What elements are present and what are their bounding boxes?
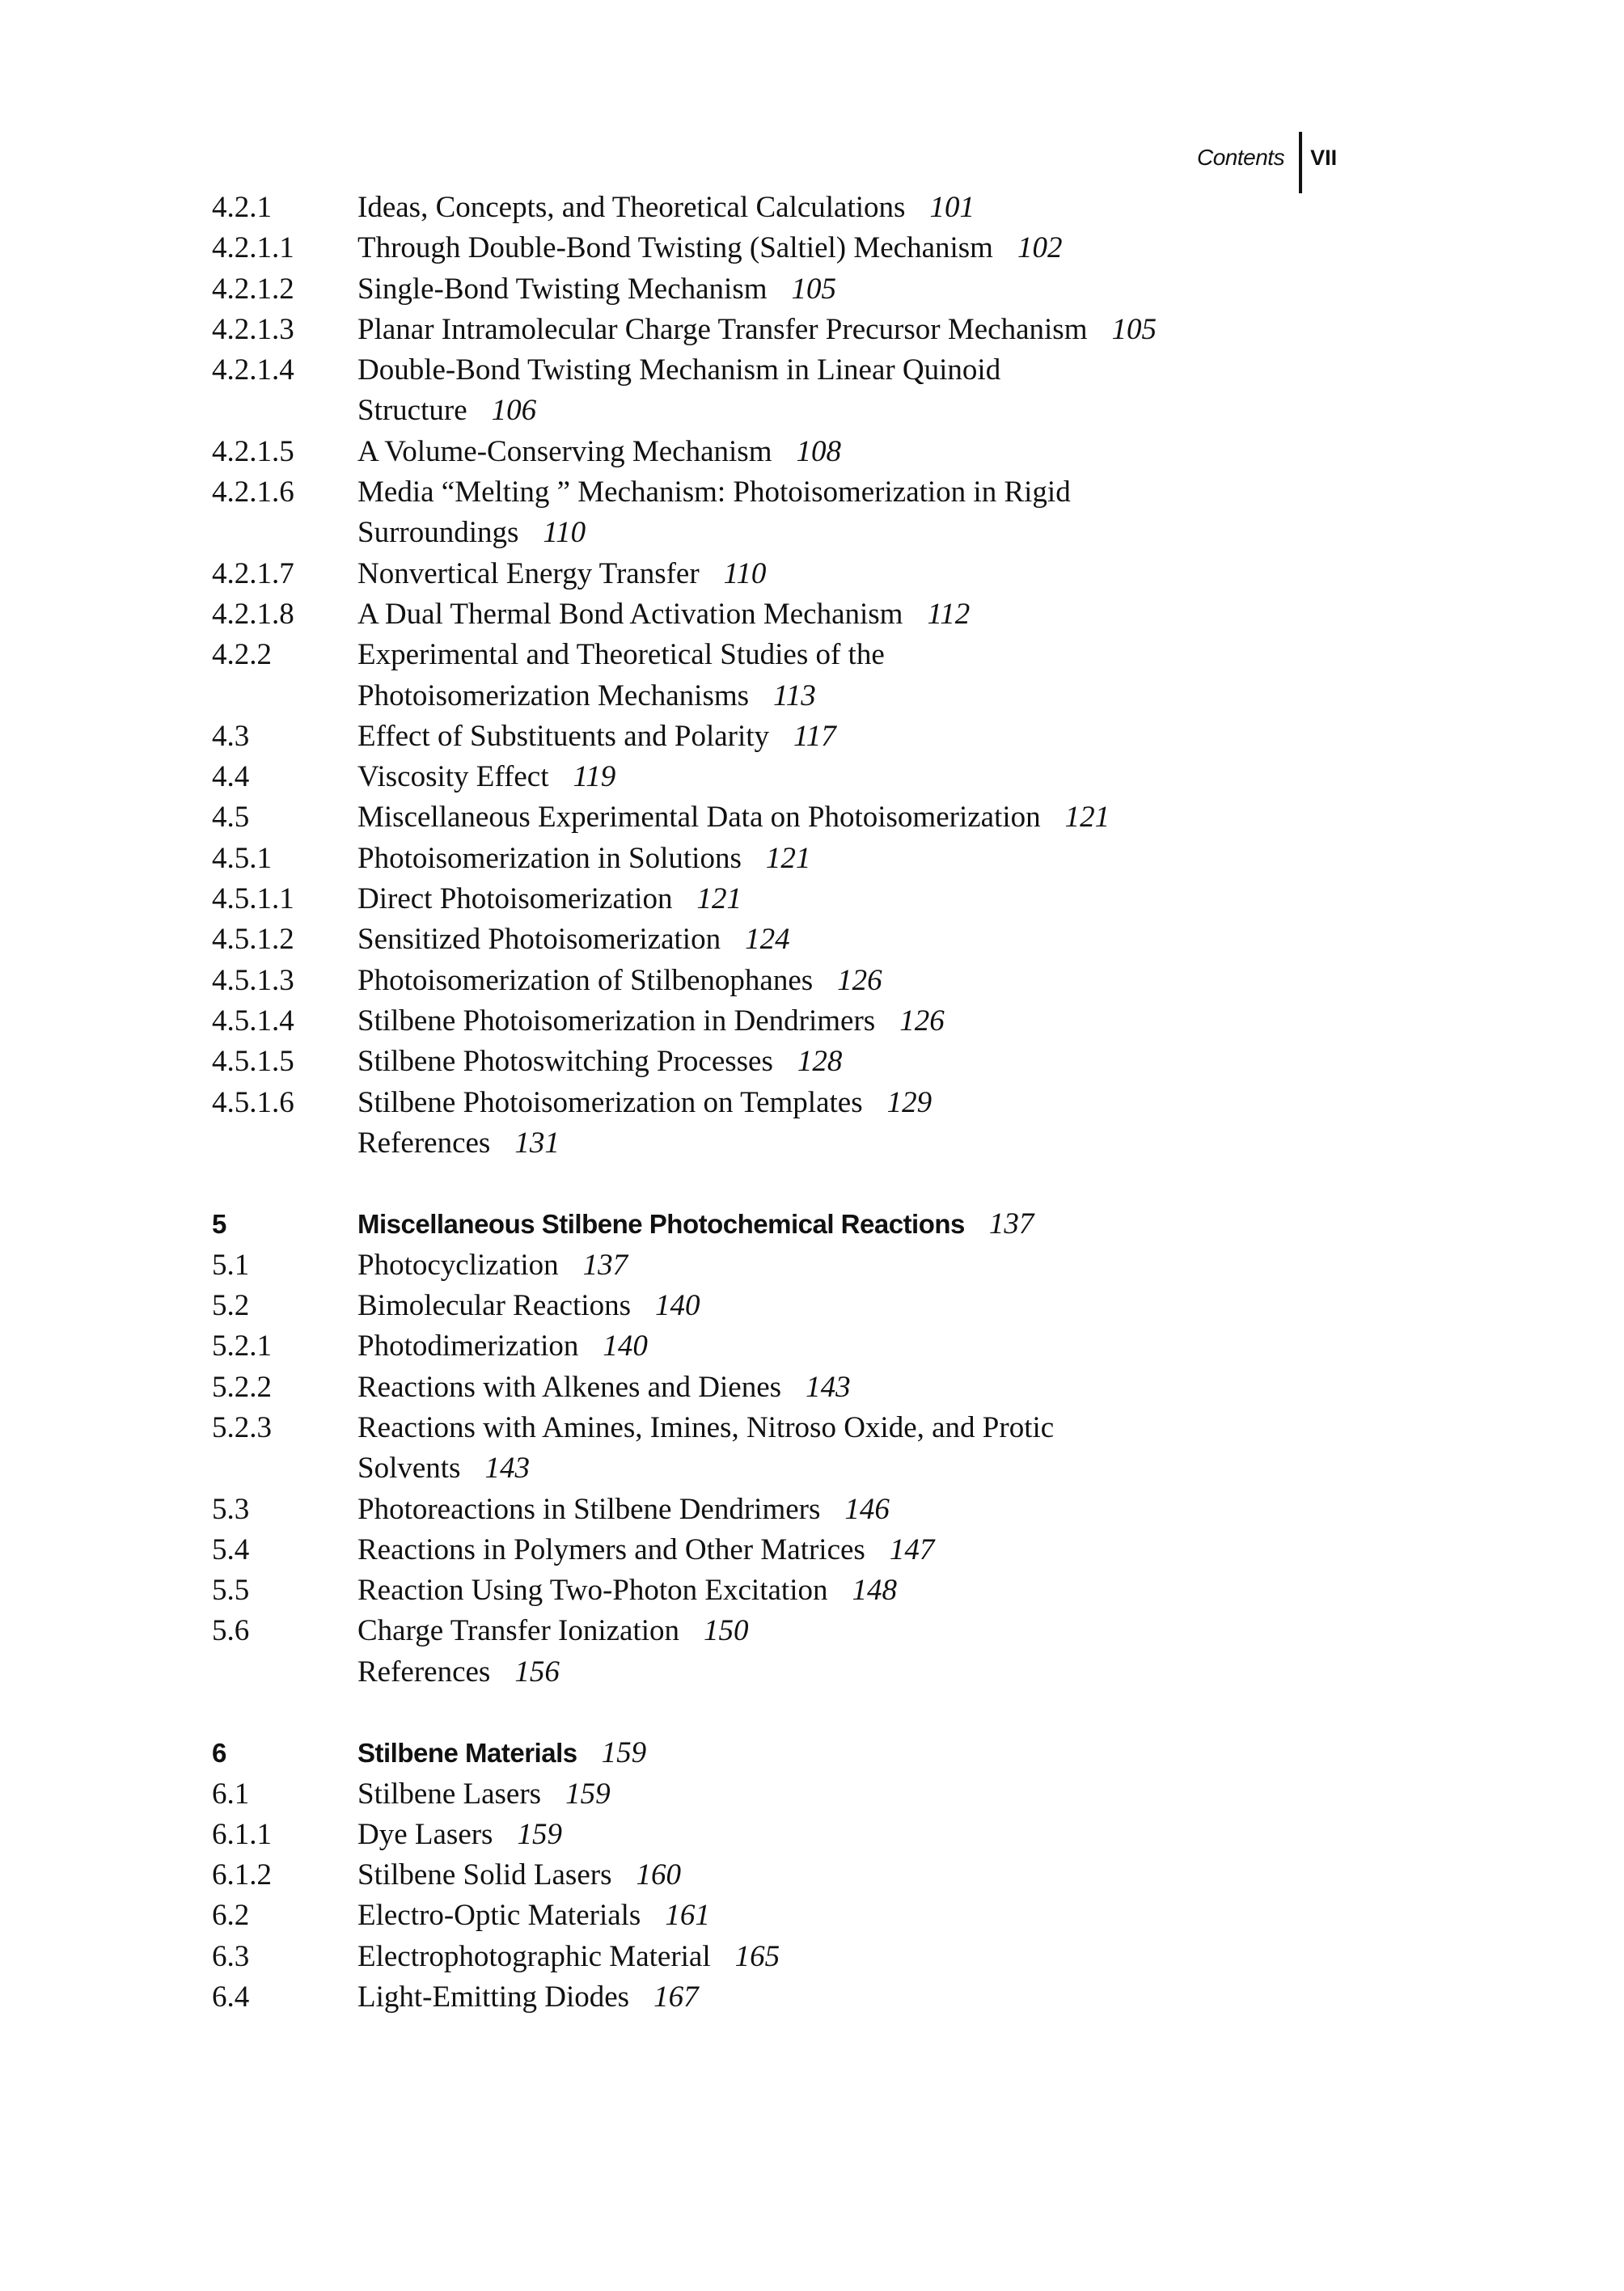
section-number: 4.2.2 (212, 638, 272, 672)
section-number: 4.2.1.7 (212, 556, 294, 590)
page-number: 128 (797, 1045, 843, 1079)
section-number: 5.3 (212, 1492, 250, 1526)
section-title: Media “Melting ” Mechanism: Photoisomerization in Rigid (357, 476, 1071, 509)
section-number: 5 (212, 1209, 226, 1240)
section-title: Charge Transfer Ionization (357, 1614, 680, 1648)
toc-entry (212, 513, 1506, 553)
section-number (212, 1123, 357, 1164)
spacer (212, 1693, 1506, 1733)
page-number: 126 (899, 1004, 945, 1038)
section-number: 5.2.3 (212, 1410, 272, 1444)
page-number: 167 (653, 1980, 699, 2014)
section-number: 5.2.1 (212, 1329, 272, 1363)
section-title: Photoisomerization Mechanisms (357, 678, 750, 712)
section-number: 5.6 (212, 1614, 250, 1648)
section-number: 6.3 (212, 1939, 250, 1973)
section-number: 6.1 (212, 1777, 250, 1811)
section-title: Experimental and Theoretical Studies of the (357, 638, 885, 672)
section-title: Electro-Optic Materials (357, 1899, 641, 1933)
toc-entry (212, 1083, 1506, 1123)
page-number: 159 (517, 1817, 562, 1851)
toc-entry (212, 1937, 1506, 1977)
section-number: 5.5 (212, 1574, 250, 1608)
section-title: Viscosity Effect (357, 760, 549, 794)
section-title: Dye Lasers (357, 1817, 493, 1851)
section-title: A Volume-Conserving Mechanism (357, 434, 772, 468)
section-title: Miscellaneous Stilbene Photochemical Reactions (357, 1209, 965, 1240)
section-number: 4.2.1 (212, 191, 272, 224)
toc-entry (212, 1448, 1506, 1489)
section-title: Single-Bond Twisting Mechanism (357, 272, 768, 306)
page-number: 121 (696, 882, 742, 916)
section-title: A Dual Thermal Bond Activation Mechanism (357, 597, 903, 631)
toc-entry (212, 432, 1506, 472)
toc-entry (212, 594, 1506, 635)
section-number: 6.1.1 (212, 1817, 272, 1851)
toc-entry (212, 1367, 1506, 1408)
toc-entry (212, 635, 1506, 675)
toc-entry (212, 879, 1506, 919)
page-number: 143 (484, 1452, 530, 1486)
section-title: Reactions with Amines, Imines, Nitroso Oxide, and Protic (357, 1410, 1055, 1444)
page-number: 156 (514, 1655, 560, 1689)
toc-entry (212, 1530, 1506, 1570)
section-title: Stilbene Photoisomerization on Templates (357, 1085, 863, 1119)
section-number: 4.5.1 (212, 841, 272, 875)
section-number: 4.4 (212, 760, 250, 794)
page-number: 150 (704, 1614, 749, 1648)
section-title: Reactions in Polymers and Other Matrices (357, 1532, 865, 1566)
toc-entry (212, 1896, 1506, 1936)
toc-entry (212, 1245, 1506, 1286)
page-number: 119 (573, 760, 616, 794)
page-number: 161 (665, 1899, 710, 1933)
page-number: 140 (603, 1329, 648, 1363)
page-number: 121 (1064, 801, 1110, 835)
section-number (212, 513, 357, 553)
section-title: Ideas, Concepts, and Theoretical Calculations (357, 191, 906, 224)
section-title: Sensitized Photoisomerization (357, 923, 721, 957)
page-number: 160 (636, 1858, 681, 1892)
toc-entry (212, 1570, 1506, 1611)
toc-entry (212, 1977, 1506, 2018)
section-title: Solvents (357, 1452, 461, 1486)
page-number: 146 (844, 1492, 890, 1526)
section-number: 4.5.1.2 (212, 923, 294, 957)
page-number: 137 (582, 1248, 628, 1282)
section-title: Photocyclization (357, 1248, 559, 1282)
page-number: 110 (543, 516, 586, 550)
page-number: 165 (734, 1939, 780, 1973)
page-number: 143 (806, 1370, 851, 1404)
section-title: Planar Intramolecular Charge Transfer Precursor Mechanism (357, 312, 1088, 346)
section-number: 4.5.1.3 (212, 963, 294, 997)
toc-entry (212, 350, 1506, 391)
header-label: Contents (1197, 145, 1285, 170)
section-title: Photodimerization (357, 1329, 579, 1363)
section-number: 4.5.1.6 (212, 1085, 294, 1119)
toc-entry (212, 228, 1506, 268)
section-number: 5.2 (212, 1289, 250, 1323)
section-title: Stilbene Photoswitching Processes (357, 1045, 773, 1079)
page-number: 147 (889, 1532, 935, 1566)
page-number: 101 (929, 191, 975, 224)
page-number: 140 (655, 1289, 700, 1323)
section-number (212, 1652, 357, 1693)
section-number: 4.2.1.3 (212, 312, 294, 346)
header-divider (1299, 132, 1302, 193)
page-number: 102 (1017, 231, 1063, 265)
section-number: 5.1 (212, 1248, 250, 1282)
section-title: Photoisomerization in Solutions (357, 841, 742, 875)
toc-chapter-entry (212, 1733, 1506, 1773)
section-number: 6.2 (212, 1899, 250, 1933)
page-number: 124 (745, 923, 790, 957)
section-number (212, 676, 357, 716)
toc-entry (212, 716, 1506, 757)
toc-entry (212, 1001, 1506, 1042)
page-number: 105 (791, 272, 836, 306)
section-number: 4.2.1.5 (212, 434, 294, 468)
section-number: 6 (212, 1738, 226, 1769)
section-number (212, 391, 357, 431)
toc-entry (212, 1490, 1506, 1530)
table-of-contents (212, 188, 1506, 2018)
page-number: 121 (765, 841, 811, 875)
section-title: Stilbene Materials (357, 1738, 577, 1769)
toc-entry (212, 839, 1506, 879)
page-number: 148 (852, 1574, 897, 1608)
toc-chapter-entry (212, 1204, 1506, 1245)
section-number: 4.2.1.6 (212, 476, 294, 509)
section-title: Through Double-Bond Twisting (Saltiel) Mechanism (357, 231, 993, 265)
section-number: 4.5 (212, 801, 250, 835)
toc-entry (212, 391, 1506, 431)
toc-entry (212, 1123, 1506, 1164)
section-number: 5.4 (212, 1532, 250, 1566)
toc-entry (212, 1611, 1506, 1651)
page-number: 108 (796, 434, 841, 468)
section-title: Photoreactions in Stilbene Dendrimers (357, 1492, 821, 1526)
page-number: 113 (773, 678, 816, 712)
section-number (212, 1448, 357, 1489)
toc-entry (212, 961, 1506, 1001)
page-number: 110 (723, 556, 767, 590)
toc-entry (212, 1855, 1506, 1896)
header-page-number: VII (1310, 145, 1338, 170)
spacer (212, 1164, 1506, 1204)
section-title: Direct Photoisomerization (357, 882, 673, 916)
page-number: 106 (491, 394, 537, 428)
section-title: References (357, 1655, 491, 1689)
section-number: 4.5.1.5 (212, 1045, 294, 1079)
toc-entry (212, 1774, 1506, 1815)
toc-entry (212, 554, 1506, 594)
toc-entry (212, 757, 1506, 797)
section-number: 6.4 (212, 1980, 250, 2014)
section-title: Structure (357, 394, 467, 428)
section-number: 4.2.1.1 (212, 231, 294, 265)
section-title: Stilbene Lasers (357, 1777, 542, 1811)
toc-entry (212, 269, 1506, 310)
section-title: Stilbene Photoisomerization in Dendrimers (357, 1004, 876, 1038)
page-number: 131 (514, 1126, 560, 1160)
section-title: Bimolecular Reactions (357, 1289, 632, 1323)
page-number: 137 (988, 1207, 1034, 1241)
toc-entry (212, 676, 1506, 716)
section-title: Miscellaneous Experimental Data on Photoisomerization (357, 801, 1041, 835)
toc-entry (212, 1286, 1506, 1326)
toc-entry (212, 797, 1506, 838)
toc-entry (212, 1815, 1506, 1855)
section-title: Reactions with Alkenes and Dienes (357, 1370, 782, 1404)
section-title: Surroundings (357, 516, 519, 550)
section-title: Light-Emitting Diodes (357, 1980, 630, 2014)
toc-entry (212, 1652, 1506, 1693)
running-header (1197, 129, 1337, 186)
section-number: 5.2.2 (212, 1370, 272, 1404)
section-number: 4.5.1.1 (212, 882, 294, 916)
toc-entry (212, 472, 1506, 513)
toc-entry (212, 1408, 1506, 1448)
section-title: Nonvertical Energy Transfer (357, 556, 700, 590)
section-number: 4.2.1.4 (212, 353, 294, 387)
page-number: 105 (1111, 312, 1157, 346)
toc-entry (212, 919, 1506, 960)
section-number: 4.5.1.4 (212, 1004, 294, 1038)
section-title: Electrophotographic Material (357, 1939, 711, 1973)
page-number: 129 (886, 1085, 933, 1119)
section-number: 4.3 (212, 719, 250, 753)
section-number: 6.1.2 (212, 1858, 272, 1892)
section-title: Double-Bond Twisting Mechanism in Linear Quinoid (357, 353, 1001, 387)
page-number: 126 (837, 963, 882, 997)
page-number: 112 (927, 597, 971, 631)
section-title: Photoisomerization of Stilbenophanes (357, 963, 814, 997)
page-number: 117 (793, 719, 836, 753)
section-number: 4.2.1.8 (212, 597, 294, 631)
section-title: References (357, 1126, 491, 1160)
toc-entry (212, 188, 1506, 228)
section-title: Effect of Substituents and Polarity (357, 719, 770, 753)
section-number: 4.2.1.2 (212, 272, 294, 306)
section-title: Stilbene Solid Lasers (357, 1858, 612, 1892)
page-number: 159 (565, 1777, 611, 1811)
toc-entry (212, 1326, 1506, 1367)
page-number: 159 (601, 1736, 647, 1770)
section-title: Reaction Using Two-Photon Excitation (357, 1574, 828, 1608)
toc-entry (212, 1042, 1506, 1082)
toc-entry (212, 310, 1506, 350)
